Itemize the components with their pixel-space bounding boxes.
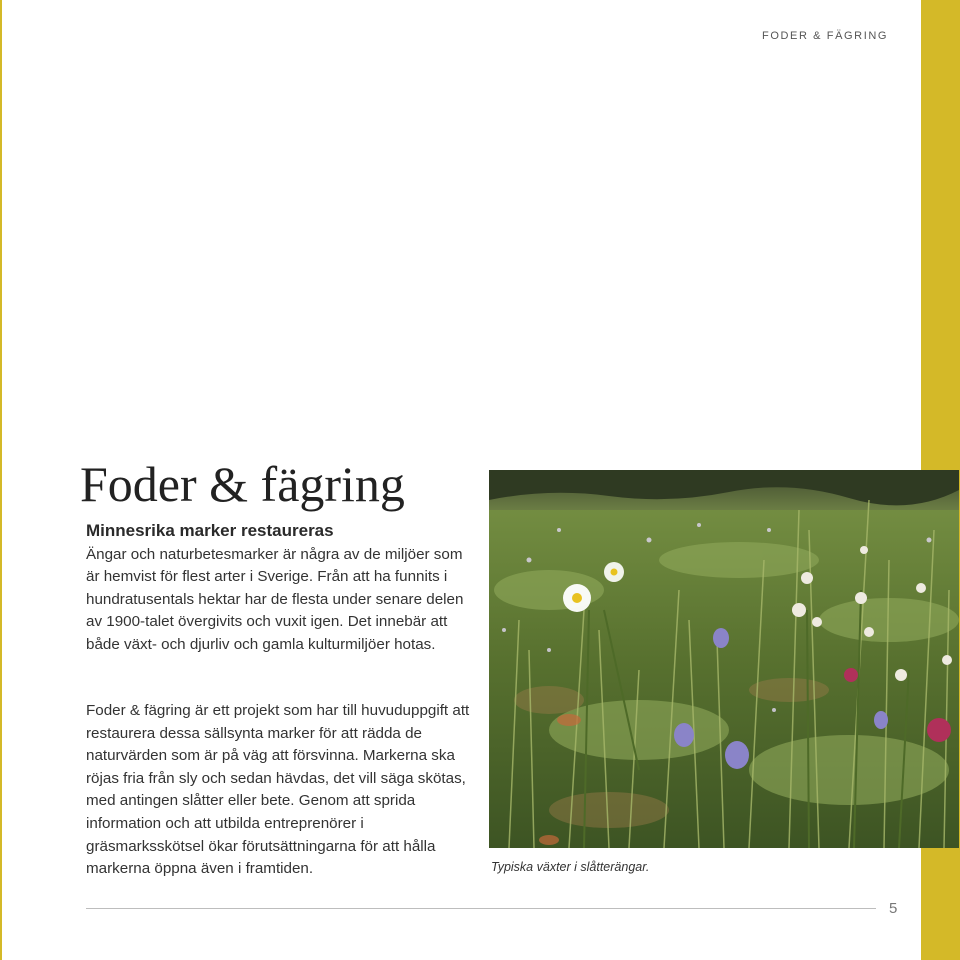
footer-divider: [86, 908, 876, 909]
body-paragraph: Foder & fägring är ett projekt som har till huvuduppgift att restaurera dessa sällsynta marker för att rädda de naturvärden som är på väg att försvinna. Markerna ska röjas fria från sly och sedan hävdas, det vill säga skötas, med antingen slåtter eller bete. Genom att sprida information och att utbilda entreprenörer i gräsmarksskötsel ökar förutsättningarna för att hålla markerna öppna även i framtiden.: [86, 702, 470, 878]
page-edge-rule: [0, 0, 2, 960]
meadow-flowers-photo: [489, 470, 959, 848]
page-number: 5: [889, 900, 898, 917]
section-subheading: Minnesrika marker restaureras: [86, 521, 334, 540]
photo-caption: Typiska växter i slåtterängar.: [491, 860, 650, 874]
running-header: FODER & FÄGRING: [762, 30, 889, 42]
intro-paragraph: Ängar och naturbetesmarker är några av de miljöer som är hemvist för flest arter i Sverige. Från att ha funnits i hundratusentals hektar har de flesta under senare delen av 1900-talet övergivits och vuxit igen. Det innebär att både växt- och djurliv och gamla kulturmiljöer hotas.: [86, 546, 464, 653]
page-title: Foder & fägring: [80, 456, 405, 512]
